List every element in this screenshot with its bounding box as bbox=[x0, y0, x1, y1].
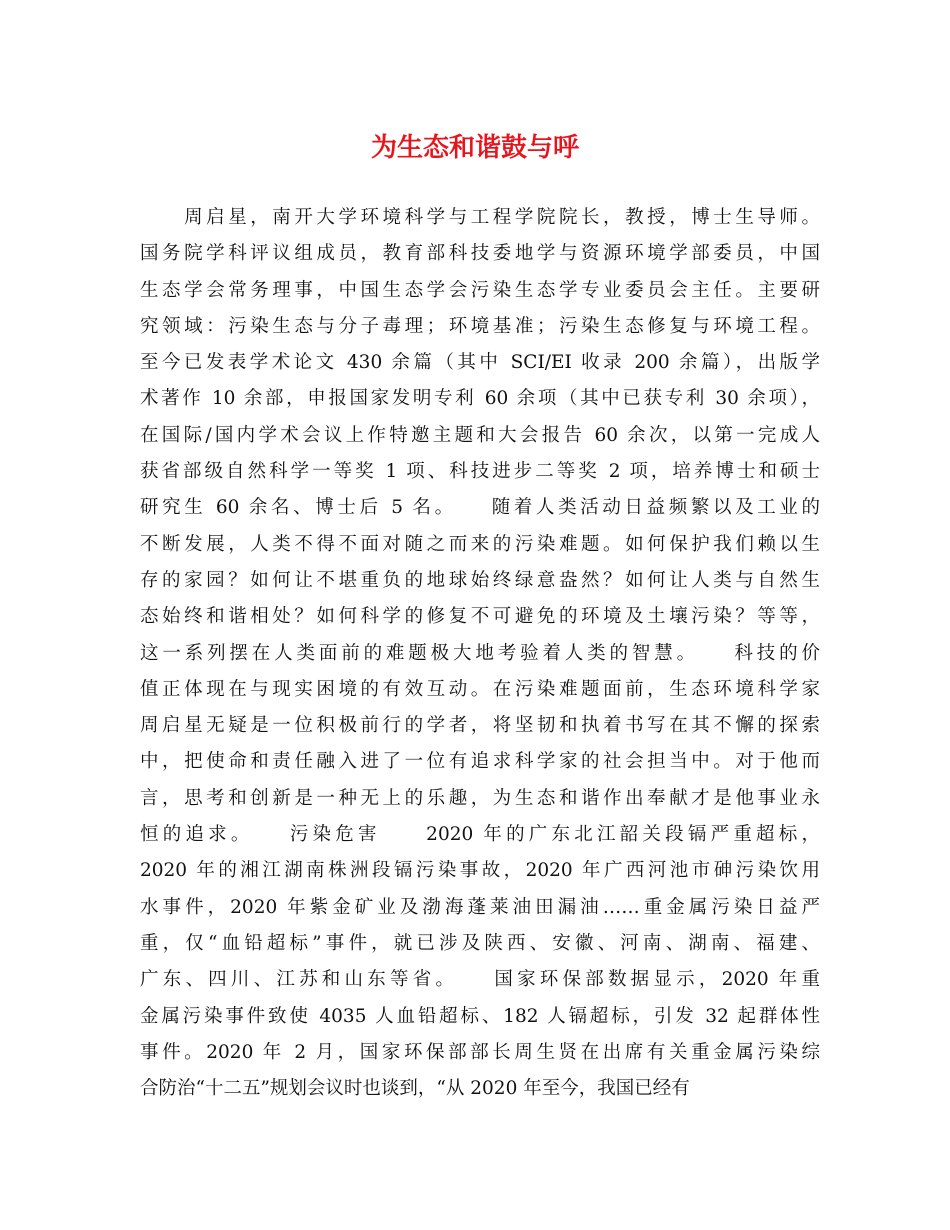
document-title: 为生态和谐鼓与呼 bbox=[370, 133, 579, 163]
body-line: 广东、四川、江苏和山东等省。 国家环保部数据显示，2020 年重 bbox=[140, 969, 820, 991]
body-line: 恒的追求。 污染危害 2020 年的广东北江韶关段镉严重超标， bbox=[140, 824, 820, 846]
body-line: 态始终和谐相处？如何科学的修复不可避免的环境及土壤污染？等等， bbox=[140, 606, 820, 628]
body-line: 水事件，2020 年紫金矿业及渤海蓬莱油田漏油……重金属污染日益严 bbox=[140, 896, 820, 918]
body-line: 金属污染事件致使 4035 人血铅超标、182 人镉超标，引发 32 起群体性 bbox=[140, 1005, 820, 1027]
body-line: 2020 年的湘江湖南株洲段镉污染事故，2020 年广西河池市砷污染饮用 bbox=[140, 860, 820, 882]
body-line: 存的家园？如何让不堪重负的地球始终绿意盎然？如何让人类与自然生 bbox=[140, 569, 820, 591]
body-line: 合防治“十二五”规划会议时也谈到，“从 2020 年至今，我国已经有 bbox=[140, 1078, 690, 1100]
body-line: 术著作 10 余部，申报国家发明专利 60 余项（其中已获专利 30 余项）， bbox=[140, 388, 820, 410]
body-line: 周启星无疑是一位积极前行的学者，将坚韧和执着书写在其不懈的探索 bbox=[140, 715, 820, 737]
body-line: 至今已发表学术论文 430 余篇（其中 SCI/EI 收录 200 余篇），出版学 bbox=[140, 352, 820, 374]
body-line: 在国际/国内学术会议上作特邀主题和大会报告 60 余次，以第一完成人 bbox=[140, 424, 820, 446]
body-line: 重，仅“血铅超标”事件，就已涉及陕西、安徽、河南、湖南、福建、 bbox=[140, 932, 820, 954]
body-line: 不断发展，人类不得不面对随之而来的污染难题。如何保护我们赖以生 bbox=[140, 533, 820, 555]
body-line: 言，思考和创新是一种无上的乐趣，为生态和谐作出奉献才是他事业永 bbox=[140, 787, 820, 809]
body-line: 研究生 60 余名、博士后 5 名。 随着人类活动日益频繁以及工业的 bbox=[140, 497, 820, 519]
document-body bbox=[140, 200, 820, 1107]
body-line: 事件。2020 年 2 月，国家环保部部长周生贤在出席有关重金属污染综 bbox=[140, 1041, 820, 1063]
body-line: 获省部级自然科学一等奖 1 项、科技进步二等奖 2 项，培养博士和硕士 bbox=[140, 461, 820, 483]
body-line: 究领域：污染生态与分子毒理；环境基准；污染生态修复与环境工程。 bbox=[140, 315, 820, 337]
body-line: 中，把使命和责任融入进了一位有追求科学家的社会担当中。对于他而 bbox=[140, 751, 820, 773]
body-line: 值正体现在与现实困境的有效互动。在污染难题面前，生态环境科学家 bbox=[140, 678, 820, 700]
body-line: 周启星，南开大学环境科学与工程学院院长，教授，博士生导师。 bbox=[140, 207, 820, 228]
body-line: 这一系列摆在人类面前的难题极大地考验着人类的智慧。 科技的价 bbox=[140, 642, 820, 664]
body-line: 国务院学科评议组成员，教育部科技委地学与资源环境学部委员，中国 bbox=[140, 243, 820, 265]
body-line: 生态学会常务理事，中国生态学会污染生态学专业委员会主任。主要研 bbox=[140, 279, 820, 301]
